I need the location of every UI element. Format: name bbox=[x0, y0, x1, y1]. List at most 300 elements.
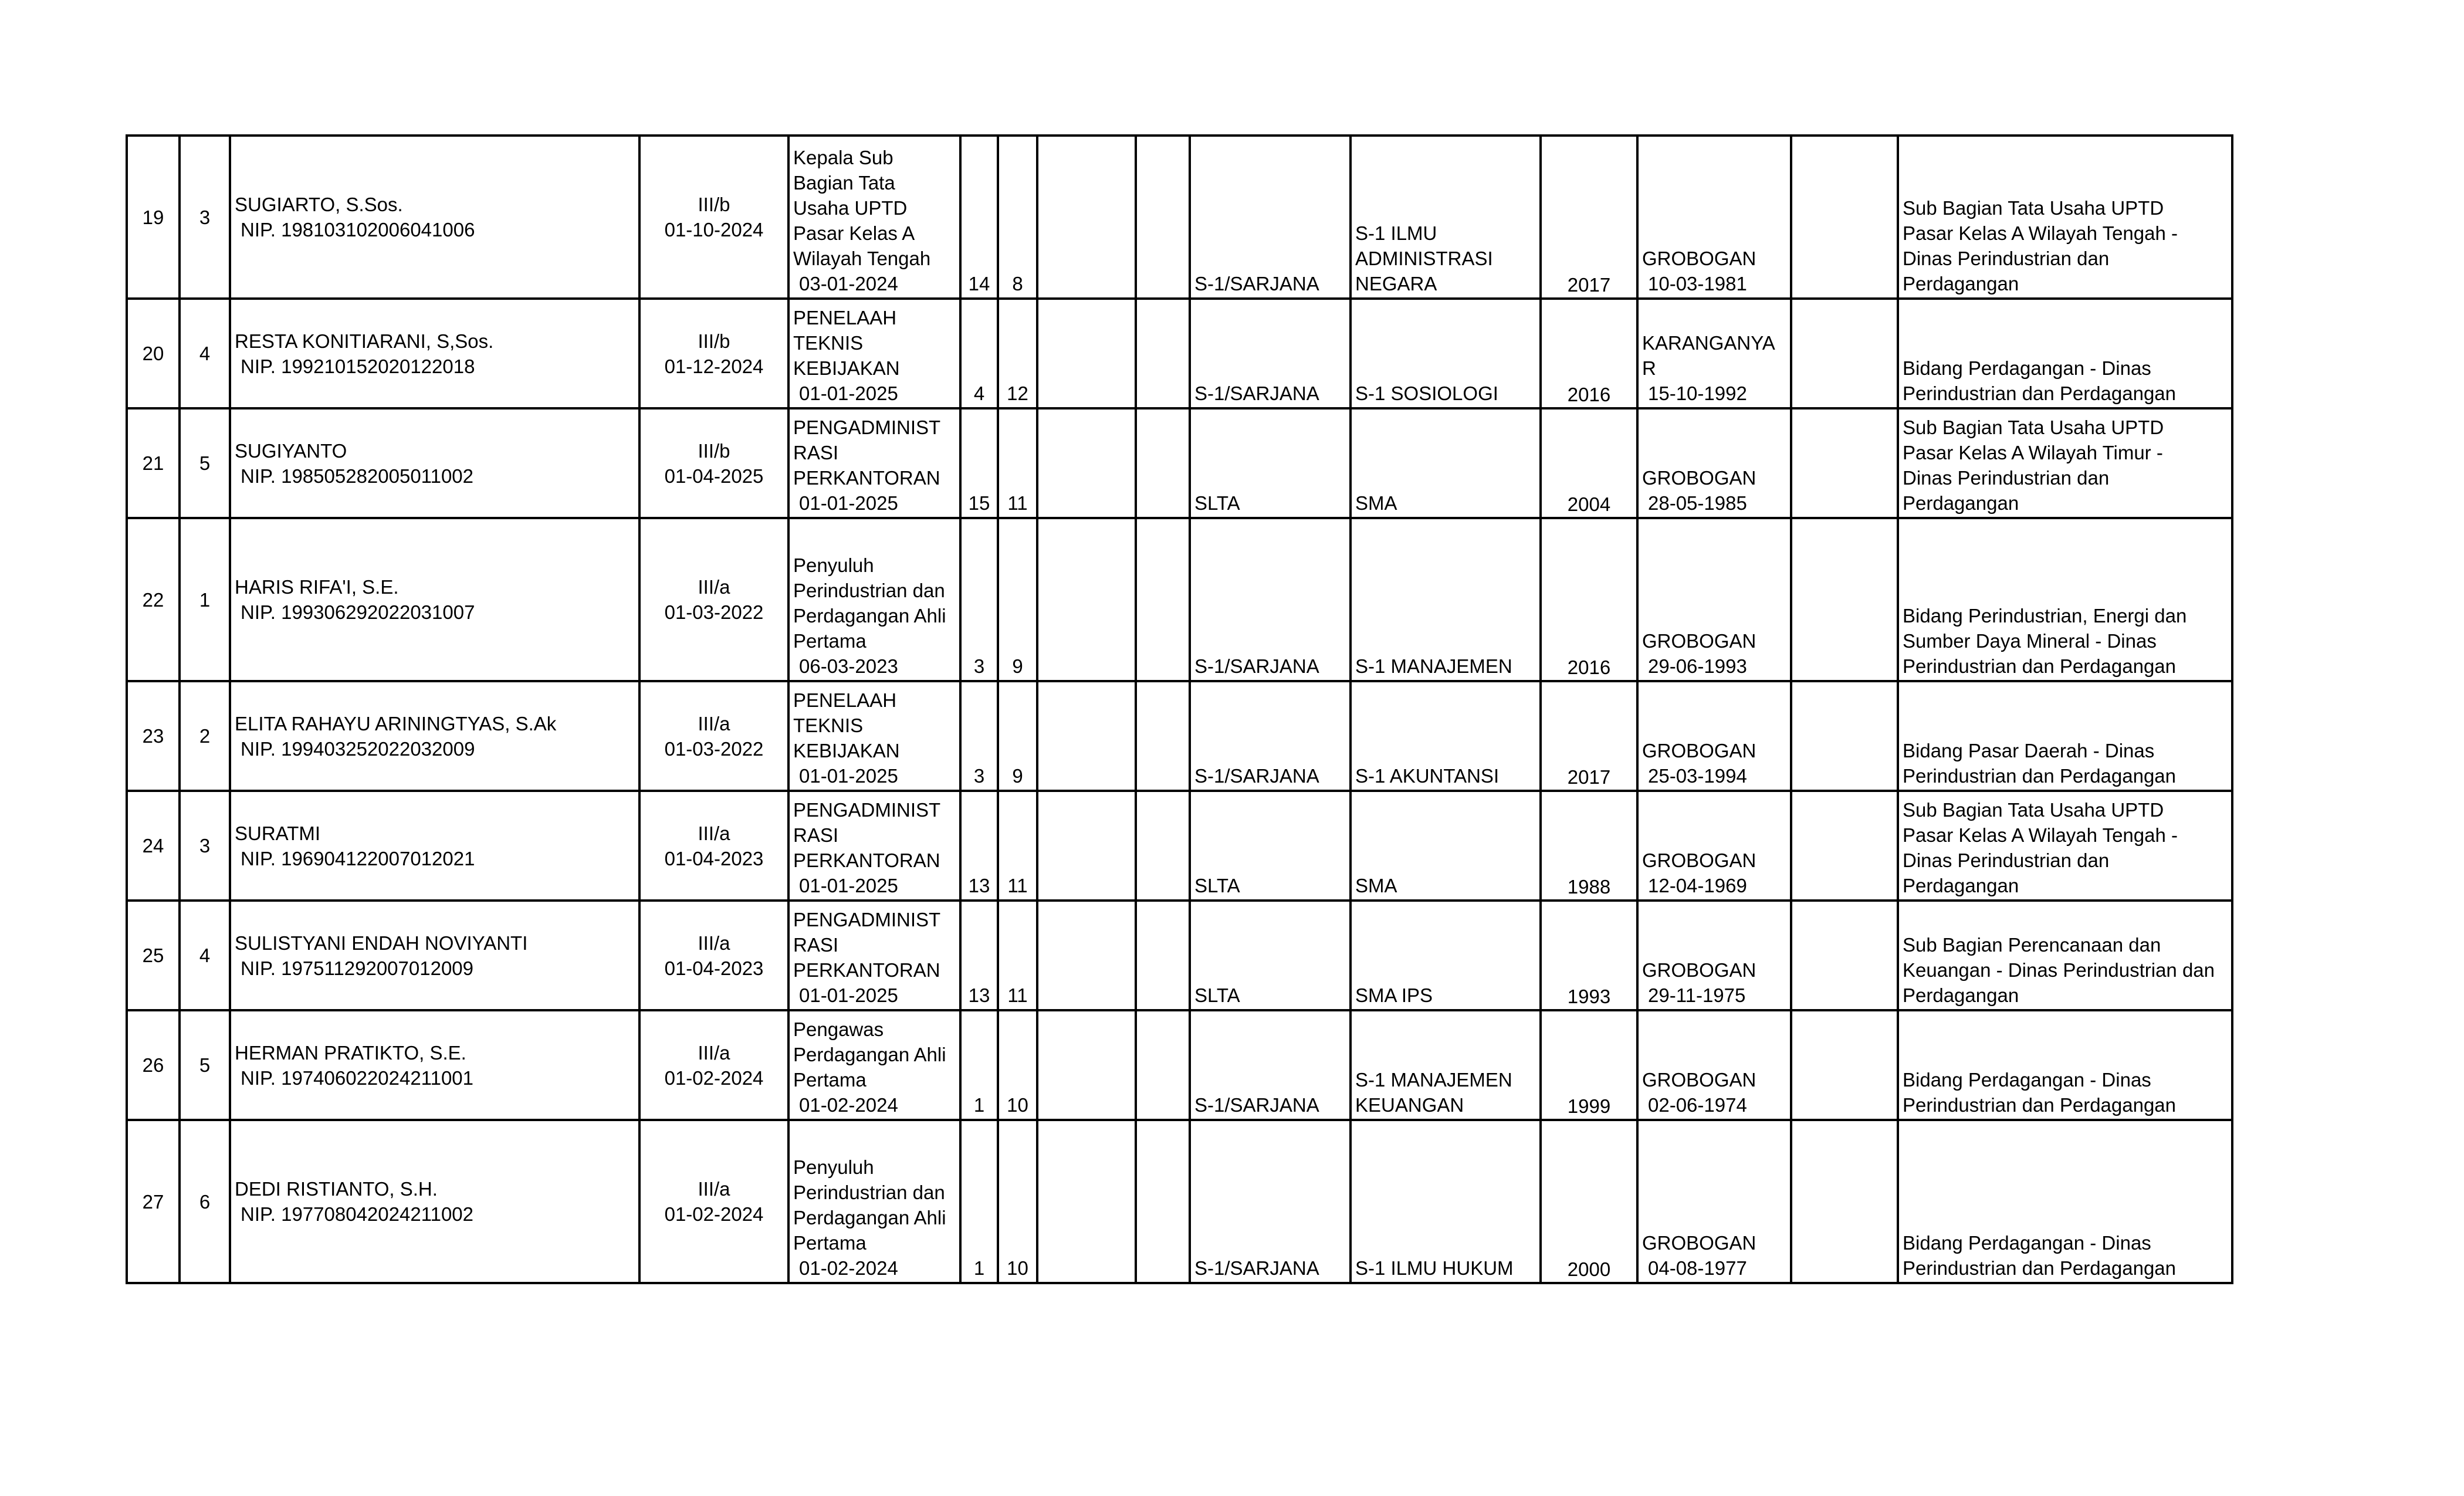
rank-grade: III/b bbox=[698, 439, 730, 462]
service-years: 4 bbox=[973, 383, 985, 404]
work-unit-line: Dinas Perindustrian dan bbox=[1903, 467, 2110, 489]
employee-nip: NIP. 197406022024211001 bbox=[241, 1067, 473, 1089]
major-cell bbox=[1351, 136, 1541, 299]
work-unit-line: Sub Bagian Tata Usaha UPTD bbox=[1903, 417, 2164, 438]
position-line: PERKANTORAN bbox=[793, 467, 940, 489]
position-cell bbox=[788, 299, 960, 408]
work-unit-cell bbox=[1898, 791, 2232, 901]
birth-cell bbox=[1637, 1120, 1791, 1283]
rank-date: 01-12-2024 bbox=[664, 355, 764, 377]
row-number-cell bbox=[127, 1010, 180, 1120]
employee-name: RESTA KONITIARANI, S,Sos. bbox=[235, 330, 494, 352]
service-months-cell bbox=[998, 408, 1037, 518]
empty-cell bbox=[1136, 681, 1190, 791]
work-unit-line: Perindustrian dan Perdagangan bbox=[1903, 1257, 2177, 1279]
service-months-cell bbox=[998, 136, 1037, 299]
work-unit-cell bbox=[1898, 1010, 2232, 1120]
position-date: 01-01-2025 bbox=[799, 875, 898, 896]
birth-date: 29-06-1993 bbox=[1648, 655, 1747, 677]
service-years-cell bbox=[960, 136, 998, 299]
position-date: 01-01-2025 bbox=[799, 984, 898, 1006]
work-unit-cell bbox=[1898, 901, 2232, 1010]
birth-cell bbox=[1637, 791, 1791, 901]
education-level-cell bbox=[1190, 1120, 1351, 1283]
education-level: SLTA bbox=[1194, 875, 1240, 896]
service-months: 12 bbox=[1007, 383, 1028, 404]
rank-date: 01-03-2022 bbox=[664, 601, 764, 623]
service-years: 1 bbox=[973, 1094, 985, 1116]
rank-date: 01-04-2023 bbox=[664, 957, 764, 979]
education-level: SLTA bbox=[1194, 984, 1240, 1006]
work-unit-line: Perdagangan bbox=[1903, 273, 2019, 295]
row-number: 27 bbox=[142, 1190, 164, 1213]
position-cell bbox=[788, 1120, 960, 1283]
rank-cell bbox=[639, 901, 788, 1010]
birth-date: 28-05-1985 bbox=[1648, 492, 1747, 514]
major-cell bbox=[1351, 681, 1541, 791]
work-unit-line: Pasar Kelas A Wilayah Timur - bbox=[1903, 442, 2163, 463]
rank-date: 01-04-2023 bbox=[664, 847, 764, 869]
employee-nip: NIP. 197511292007012009 bbox=[241, 957, 473, 979]
row-number-cell bbox=[127, 518, 180, 681]
sub-number: 2 bbox=[199, 725, 211, 747]
rank-grade: III/a bbox=[698, 1178, 730, 1200]
birth-cell bbox=[1637, 518, 1791, 681]
rank-cell bbox=[639, 1010, 788, 1120]
sub-number-cell bbox=[180, 1010, 230, 1120]
rank-grade: III/b bbox=[698, 330, 730, 352]
graduation-year-cell bbox=[1541, 299, 1637, 408]
rank-cell bbox=[639, 1120, 788, 1283]
employee-nip: NIP. 199306292022031007 bbox=[241, 601, 475, 623]
graduation-year-cell bbox=[1541, 791, 1637, 901]
row-number: 20 bbox=[142, 343, 164, 364]
birth-place: GROBOGAN bbox=[1642, 1069, 1756, 1091]
service-months-cell bbox=[998, 791, 1037, 901]
service-years: 3 bbox=[973, 655, 985, 677]
service-years: 14 bbox=[968, 273, 990, 295]
position-line: Perindustrian dan bbox=[793, 580, 945, 601]
graduation-year: 1993 bbox=[1567, 986, 1611, 1007]
graduation-year: 2016 bbox=[1567, 656, 1611, 678]
sub-number: 3 bbox=[199, 206, 211, 228]
service-years-cell bbox=[960, 1120, 998, 1283]
birth-date: 12-04-1969 bbox=[1648, 875, 1747, 896]
graduation-year: 1999 bbox=[1567, 1095, 1611, 1117]
education-level: S-1/SARJANA bbox=[1194, 1257, 1319, 1279]
empty-cell bbox=[1136, 136, 1190, 299]
row-number-cell bbox=[127, 791, 180, 901]
major-cell bbox=[1351, 408, 1541, 518]
rank-date: 01-03-2022 bbox=[664, 737, 764, 760]
major-line: KEUANGAN bbox=[1355, 1094, 1464, 1116]
employee-name: SUGIARTO, S.Sos. bbox=[235, 194, 403, 215]
service-months-cell bbox=[998, 299, 1037, 408]
work-unit-line: Pasar Kelas A Wilayah Tengah - bbox=[1903, 222, 2178, 244]
position-line: Penyuluh bbox=[793, 1156, 874, 1178]
education-level: S-1/SARJANA bbox=[1194, 383, 1319, 404]
education-level: S-1/SARJANA bbox=[1194, 655, 1319, 677]
empty-cell bbox=[1037, 299, 1136, 408]
employee-cell bbox=[230, 518, 639, 681]
service-months: 9 bbox=[1012, 765, 1023, 787]
service-months-cell bbox=[998, 681, 1037, 791]
sub-number-cell bbox=[180, 518, 230, 681]
birth-cell bbox=[1637, 408, 1791, 518]
birth-cell bbox=[1637, 136, 1791, 299]
position-cell bbox=[788, 681, 960, 791]
birth-date: 15-10-1992 bbox=[1648, 383, 1747, 404]
work-unit-line: Dinas Perindustrian dan bbox=[1903, 248, 2110, 269]
employee-name: SUGIYANTO bbox=[235, 439, 347, 462]
position-line: Pertama bbox=[793, 1232, 867, 1254]
sub-number-cell bbox=[180, 791, 230, 901]
empty-cell bbox=[1037, 408, 1136, 518]
major-line: ADMINISTRASI bbox=[1355, 248, 1493, 269]
position-date: 01-02-2024 bbox=[799, 1257, 898, 1279]
employee-nip: NIP. 196904122007012021 bbox=[241, 847, 475, 869]
birth-place: KARANGANYA bbox=[1642, 332, 1775, 354]
education-level: S-1/SARJANA bbox=[1194, 273, 1319, 295]
employee-cell bbox=[230, 136, 639, 299]
employee-cell bbox=[230, 1010, 639, 1120]
employee-table bbox=[126, 134, 2233, 1284]
sub-number: 1 bbox=[199, 588, 211, 611]
major-line: SMA bbox=[1355, 875, 1397, 896]
birth-cell bbox=[1637, 299, 1791, 408]
graduation-year-cell bbox=[1541, 408, 1637, 518]
major-line: NEGARA bbox=[1355, 273, 1437, 295]
empty-cell bbox=[1037, 136, 1136, 299]
position-line: Penyuluh bbox=[793, 554, 874, 576]
service-years: 1 bbox=[973, 1257, 985, 1279]
work-unit-line: Bidang Perindustrian, Energi dan bbox=[1903, 605, 2187, 627]
education-level-cell bbox=[1190, 791, 1351, 901]
major-cell bbox=[1351, 518, 1541, 681]
row-number-cell bbox=[127, 681, 180, 791]
position-cell bbox=[788, 901, 960, 1010]
service-years-cell bbox=[960, 791, 998, 901]
sub-number: 4 bbox=[199, 343, 211, 364]
position-line: Pasar Kelas A bbox=[793, 222, 915, 244]
position-date: 01-01-2025 bbox=[799, 383, 898, 404]
empty-cell bbox=[1791, 408, 1898, 518]
graduation-year-cell bbox=[1541, 136, 1637, 299]
table-row bbox=[127, 299, 2232, 408]
employee-nip: NIP. 199210152020122018 bbox=[241, 355, 475, 377]
employee-name: SULISTYANI ENDAH NOVIYANTI bbox=[235, 932, 528, 954]
graduation-year-cell bbox=[1541, 1010, 1637, 1120]
position-line: TEKNIS bbox=[793, 715, 864, 736]
table-row bbox=[127, 518, 2232, 681]
service-years: 13 bbox=[968, 875, 990, 896]
major-line: S-1 ILMU bbox=[1355, 222, 1437, 244]
birth-place: GROBOGAN bbox=[1642, 248, 1756, 269]
education-level-cell bbox=[1190, 408, 1351, 518]
row-number-cell bbox=[127, 408, 180, 518]
service-months-cell bbox=[998, 518, 1037, 681]
work-unit-cell bbox=[1898, 136, 2232, 299]
table-row bbox=[127, 1010, 2232, 1120]
major-cell bbox=[1351, 1010, 1541, 1120]
position-date: 01-01-2025 bbox=[799, 765, 898, 787]
sub-number: 6 bbox=[199, 1190, 211, 1213]
rank-date: 01-04-2025 bbox=[664, 465, 764, 487]
empty-cell bbox=[1037, 901, 1136, 1010]
major-line: S-1 MANAJEMEN bbox=[1355, 655, 1512, 677]
graduation-year: 2017 bbox=[1567, 274, 1611, 296]
table-row bbox=[127, 681, 2232, 791]
row-number: 26 bbox=[142, 1054, 164, 1076]
service-years-cell bbox=[960, 408, 998, 518]
position-line: Pertama bbox=[793, 630, 867, 652]
employee-name: SURATMI bbox=[235, 822, 321, 844]
empty-cell bbox=[1791, 1120, 1898, 1283]
service-months: 8 bbox=[1012, 273, 1023, 295]
employee-name: HARIS RIFA'I, S.E. bbox=[235, 576, 399, 598]
education-level-cell bbox=[1190, 136, 1351, 299]
empty-cell bbox=[1791, 681, 1898, 791]
service-years: 13 bbox=[968, 984, 990, 1006]
service-months: 9 bbox=[1012, 655, 1023, 677]
service-months-cell bbox=[998, 1120, 1037, 1283]
major-line: S-1 AKUNTANSI bbox=[1355, 765, 1500, 787]
empty-cell bbox=[1136, 791, 1190, 901]
education-level: S-1/SARJANA bbox=[1194, 1094, 1319, 1116]
employee-cell bbox=[230, 1120, 639, 1283]
major-line: SMA IPS bbox=[1355, 984, 1433, 1006]
major-cell bbox=[1351, 1120, 1541, 1283]
sub-number: 5 bbox=[199, 1054, 211, 1076]
service-years-cell bbox=[960, 901, 998, 1010]
employee-name: HERMAN PRATIKTO, S.E. bbox=[235, 1041, 466, 1064]
birth-cell bbox=[1637, 1010, 1791, 1120]
work-unit-line: Perdagangan bbox=[1903, 984, 2019, 1006]
work-unit-line: Sub Bagian Perencanaan dan bbox=[1903, 934, 2161, 956]
major-line: S-1 MANAJEMEN bbox=[1355, 1069, 1512, 1091]
work-unit-line: Perdagangan bbox=[1903, 492, 2019, 514]
position-line: RASI bbox=[793, 824, 839, 846]
major-cell bbox=[1351, 901, 1541, 1010]
position-line: Bagian Tata bbox=[793, 172, 895, 194]
row-number-cell bbox=[127, 299, 180, 408]
graduation-year-cell bbox=[1541, 518, 1637, 681]
rank-grade: III/a bbox=[698, 712, 730, 735]
empty-cell bbox=[1136, 408, 1190, 518]
empty-cell bbox=[1791, 1010, 1898, 1120]
row-number: 24 bbox=[142, 835, 164, 857]
service-years-cell bbox=[960, 1010, 998, 1120]
education-level: SLTA bbox=[1194, 492, 1240, 514]
empty-cell bbox=[1037, 791, 1136, 901]
employee-cell bbox=[230, 408, 639, 518]
work-unit-line: Keuangan - Dinas Perindustrian dan bbox=[1903, 959, 2215, 981]
major-cell bbox=[1351, 299, 1541, 408]
work-unit-cell bbox=[1898, 1120, 2232, 1283]
position-line: PENGADMINIST bbox=[793, 417, 941, 438]
position-line: Wilayah Tengah bbox=[793, 248, 931, 269]
table-row bbox=[127, 408, 2232, 518]
employee-cell bbox=[230, 901, 639, 1010]
service-years: 3 bbox=[973, 765, 985, 787]
birth-date: 29-11-1975 bbox=[1648, 984, 1746, 1006]
empty-cell bbox=[1037, 518, 1136, 681]
employee-cell bbox=[230, 299, 639, 408]
rank-cell bbox=[639, 518, 788, 681]
major-line: SMA bbox=[1355, 492, 1397, 514]
work-unit-line: Perindustrian dan Perdagangan bbox=[1903, 655, 2177, 677]
service-months: 10 bbox=[1007, 1094, 1028, 1116]
position-line: Perdagangan Ahli bbox=[793, 1207, 946, 1228]
birth-cell bbox=[1637, 901, 1791, 1010]
service-years-cell bbox=[960, 518, 998, 681]
major-cell bbox=[1351, 791, 1541, 901]
graduation-year: 2000 bbox=[1567, 1258, 1611, 1280]
empty-cell bbox=[1136, 901, 1190, 1010]
work-unit-line: Bidang Perdagangan - Dinas bbox=[1903, 1069, 2151, 1091]
position-line: RASI bbox=[793, 442, 839, 463]
rank-grade: III/a bbox=[698, 932, 730, 954]
position-line: KEBIJAKAN bbox=[793, 740, 900, 761]
work-unit-cell bbox=[1898, 299, 2232, 408]
empty-cell bbox=[1136, 1010, 1190, 1120]
work-unit-line: Perindustrian dan Perdagangan bbox=[1903, 765, 2177, 787]
position-date: 01-02-2024 bbox=[799, 1094, 898, 1116]
position-line: Usaha UPTD bbox=[793, 197, 908, 219]
empty-cell bbox=[1136, 299, 1190, 408]
position-line: Kepala Sub bbox=[793, 147, 893, 168]
employee-nip: NIP. 198103102006041006 bbox=[241, 219, 475, 241]
employee-name: DEDI RISTIANTO, S.H. bbox=[235, 1178, 438, 1200]
birth-place: GROBOGAN bbox=[1642, 1232, 1756, 1254]
graduation-year: 2004 bbox=[1567, 493, 1611, 515]
table-row bbox=[127, 791, 2232, 901]
education-level-cell bbox=[1190, 681, 1351, 791]
position-line: PENGADMINIST bbox=[793, 909, 941, 930]
birth-date: 04-08-1977 bbox=[1648, 1257, 1747, 1279]
rank-date: 01-10-2024 bbox=[664, 219, 764, 241]
service-months: 11 bbox=[1007, 875, 1028, 896]
empty-cell bbox=[1136, 1120, 1190, 1283]
row-number: 23 bbox=[142, 725, 164, 747]
position-line: PERKANTORAN bbox=[793, 959, 940, 981]
service-months: 11 bbox=[1007, 492, 1028, 514]
rank-grade: III/a bbox=[698, 822, 730, 844]
employee-nip: NIP. 198505282005011002 bbox=[241, 465, 473, 487]
service-years: 15 bbox=[968, 492, 990, 514]
empty-cell bbox=[1037, 1120, 1136, 1283]
position-line: Pengawas bbox=[793, 1018, 884, 1040]
position-date: 06-03-2023 bbox=[799, 655, 898, 677]
sub-number: 5 bbox=[199, 452, 211, 474]
empty-cell bbox=[1791, 136, 1898, 299]
birth-date: 02-06-1974 bbox=[1648, 1094, 1747, 1116]
position-line: PENELAAH bbox=[793, 689, 897, 711]
empty-cell bbox=[1037, 681, 1136, 791]
rank-grade: III/a bbox=[698, 576, 730, 598]
position-cell bbox=[788, 791, 960, 901]
work-unit-line: Sub Bagian Tata Usaha UPTD bbox=[1903, 197, 2164, 219]
rank-date: 01-02-2024 bbox=[664, 1203, 764, 1225]
position-date: 03-01-2024 bbox=[799, 273, 898, 295]
graduation-year-cell bbox=[1541, 1120, 1637, 1283]
employee-cell bbox=[230, 791, 639, 901]
service-years-cell bbox=[960, 299, 998, 408]
work-unit-line: Bidang Pasar Daerah - Dinas bbox=[1903, 740, 2155, 761]
position-cell bbox=[788, 408, 960, 518]
service-years-cell bbox=[960, 681, 998, 791]
rank-cell bbox=[639, 681, 788, 791]
birth-place: GROBOGAN bbox=[1642, 849, 1756, 871]
work-unit-line: Pasar Kelas A Wilayah Tengah - bbox=[1903, 824, 2178, 846]
birth-cell bbox=[1637, 681, 1791, 791]
service-months: 10 bbox=[1007, 1257, 1028, 1279]
position-line: PERKANTORAN bbox=[793, 849, 940, 871]
work-unit-line: Perindustrian dan Perdagangan bbox=[1903, 1094, 2177, 1116]
education-level: S-1/SARJANA bbox=[1194, 765, 1319, 787]
work-unit-line: Bidang Perdagangan - Dinas bbox=[1903, 1232, 2151, 1254]
rank-cell bbox=[639, 299, 788, 408]
empty-cell bbox=[1791, 518, 1898, 681]
service-months: 11 bbox=[1007, 984, 1028, 1006]
sub-number-cell bbox=[180, 1120, 230, 1283]
row-number: 21 bbox=[142, 452, 164, 474]
table-body bbox=[127, 136, 2232, 1283]
graduation-year: 2017 bbox=[1567, 766, 1611, 788]
work-unit-cell bbox=[1898, 681, 2232, 791]
work-unit-line: Perdagangan bbox=[1903, 875, 2019, 896]
position-line: RASI bbox=[793, 934, 839, 956]
position-line: PENELAAH bbox=[793, 307, 897, 329]
row-number: 25 bbox=[142, 945, 164, 966]
position-date: 01-01-2025 bbox=[799, 492, 898, 514]
graduation-year: 1988 bbox=[1567, 876, 1611, 898]
education-level-cell bbox=[1190, 901, 1351, 1010]
position-line: Perdagangan Ahli bbox=[793, 1044, 946, 1065]
service-months-cell bbox=[998, 901, 1037, 1010]
graduation-year-cell bbox=[1541, 901, 1637, 1010]
sub-number-cell bbox=[180, 299, 230, 408]
work-unit-line: Perindustrian dan Perdagangan bbox=[1903, 383, 2177, 404]
employee-name: ELITA RAHAYU ARININGTYAS, S.Ak bbox=[235, 712, 557, 735]
position-line: Pertama bbox=[793, 1069, 867, 1091]
education-level-cell bbox=[1190, 1010, 1351, 1120]
birth-place: GROBOGAN bbox=[1642, 959, 1756, 981]
rank-grade: III/b bbox=[698, 194, 730, 215]
employee-cell bbox=[230, 681, 639, 791]
major-line: S-1 SOSIOLOGI bbox=[1355, 383, 1498, 404]
position-line: Perindustrian dan bbox=[793, 1182, 945, 1203]
row-number: 22 bbox=[142, 588, 164, 611]
position-line: KEBIJAKAN bbox=[793, 357, 900, 379]
graduation-year: 2016 bbox=[1567, 384, 1611, 405]
graduation-year-cell bbox=[1541, 681, 1637, 791]
education-level-cell bbox=[1190, 518, 1351, 681]
position-line: TEKNIS bbox=[793, 332, 864, 354]
empty-cell bbox=[1791, 299, 1898, 408]
row-number-cell bbox=[127, 1120, 180, 1283]
sub-number-cell bbox=[180, 408, 230, 518]
birth-place: R bbox=[1642, 357, 1656, 379]
empty-cell bbox=[1037, 1010, 1136, 1120]
row-number-cell bbox=[127, 901, 180, 1010]
sub-number-cell bbox=[180, 136, 230, 299]
work-unit-cell bbox=[1898, 518, 2232, 681]
rank-cell bbox=[639, 408, 788, 518]
empty-cell bbox=[1791, 791, 1898, 901]
position-cell bbox=[788, 136, 960, 299]
sub-number: 4 bbox=[199, 945, 211, 966]
